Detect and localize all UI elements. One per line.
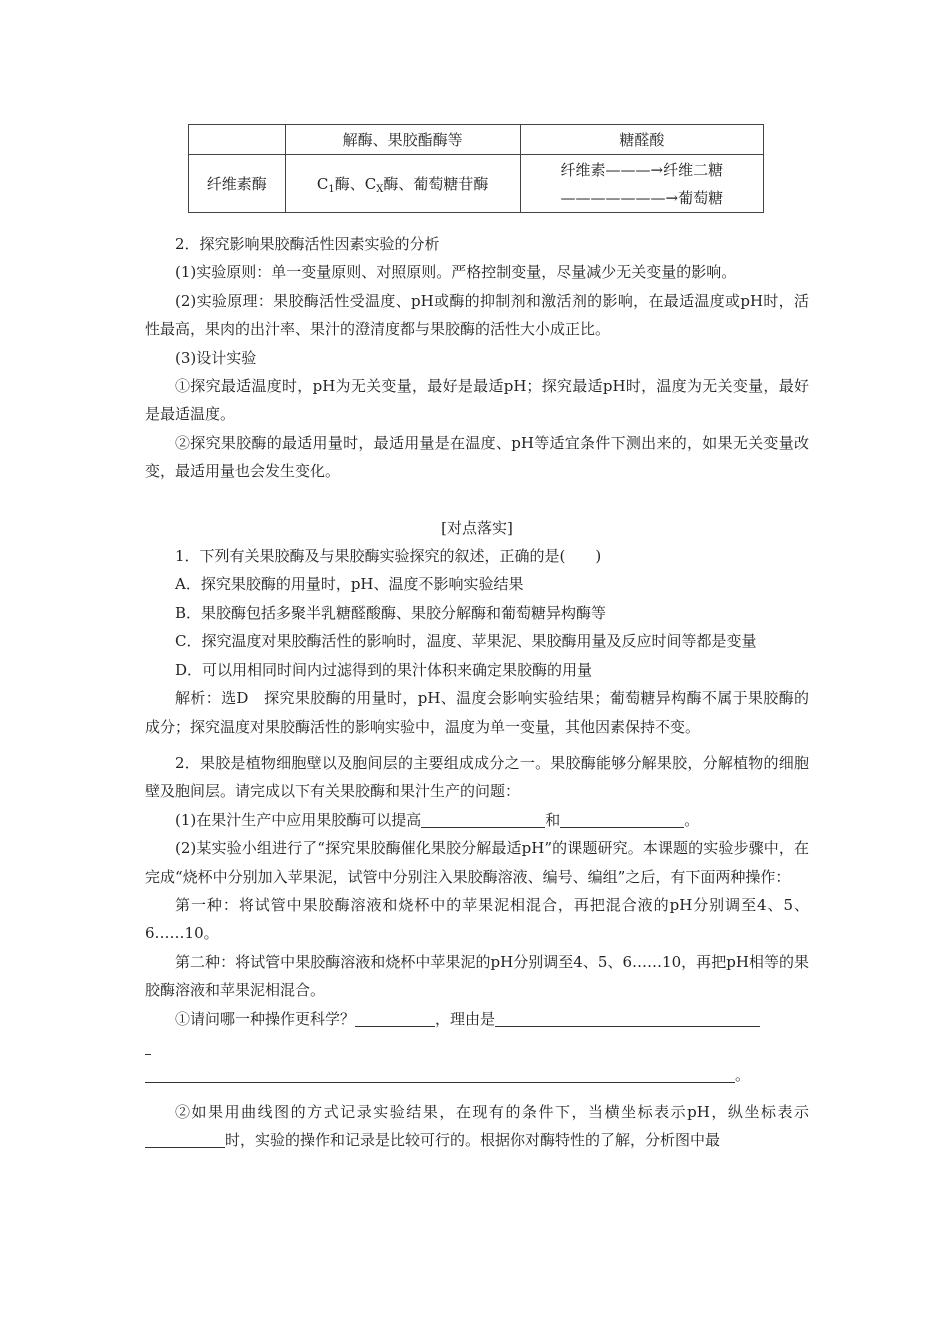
operation-2: 第二种：将试管中果胶酶溶液和烧杯中苹果泥的pH分别调至4、5、6……10，再把pH相等的果胶酶溶液和苹果泥相混合。: [145, 952, 809, 1000]
enzyme-table: [188, 124, 764, 213]
question-2-stem: 2．果胶是植物细胞壁以及胞间层的主要组成成分之一。果胶酶能够分解果胶，分解植物的细胞壁及胞间层。请完成以下有关果胶酶和果汁生产的问题：: [145, 753, 809, 801]
paragraph: ②探究果胶酶的最适用量时，最适用量是在温度、pH等适宜条件下测出来的，如果无关变量改变，最适用量也会发生变化。: [145, 433, 809, 481]
question-2-part-a: ①请问哪一种操作更科学？ ，理由是: [145, 1005, 809, 1033]
option-b: B．果胶酶包括多聚半乳糖醛酸酶、果胶分解酶和葡萄糖异构酶等: [175, 603, 607, 622]
table-cell: 纤维素酶: [189, 155, 286, 213]
question-2-sub2: (2)某实验小组进行了“探究果胶酶催化果胶分解最适pH”的课题研究。本课题的实验步骤中，在完成“烧杯中分别加入苹果泥，试管中分别注入果胶酶溶液、编号、编组”之后，有下面两种操作：: [145, 839, 809, 886]
option-d: D．可以用相同时间内过滤得到的果汁体积来确定果胶酶的用量: [175, 660, 593, 679]
option-c: C．探究温度对果胶酶活性的影响时，温度、苹果泥、果胶酶用量及反应时间等都是变量: [175, 632, 757, 651]
pathway-line-2: ———————→葡萄糖: [560, 188, 724, 207]
paragraph: (1)实验原则：单一变量原则、对照原则。严格控制变量，尽量减少无关变量的影响。: [175, 263, 737, 282]
answer-blank[interactable]: [495, 1009, 760, 1027]
table-row: [189, 125, 764, 155]
paragraph: (2)实验原理：果胶酶活性受温度、pH或酶的抑制剂和激活剂的影响，在最适温度或pH时，活性最高，果肉的出汁率、果汁的澄清度都与果胶酶的活性大小成正比。: [145, 291, 809, 339]
table-cell: 解酶、果胶酯酶等: [285, 125, 520, 155]
answer-blank[interactable]: [355, 1009, 435, 1027]
body-text: [145, 230, 809, 1155]
answer-blank[interactable]: [145, 1037, 151, 1055]
operation-1: 第一种：将试管中果胶酶溶液和烧杯中的苹果泥相混合，再把混合液的pH分别调至4、5、6……10。: [145, 895, 809, 943]
answer-blank[interactable]: [421, 810, 545, 828]
question-2-part-b: ②如果用曲线图的方式记录实验结果，在现有的条件下，当横坐标表示pH，纵坐标表示时，实验的操作和记录是比较可行的。根据你对酶特性的了解，分析图中最: [145, 1098, 809, 1155]
table-cell-pathway: [520, 155, 763, 213]
table-row: [189, 155, 764, 213]
answer-blank[interactable]: [560, 810, 684, 828]
answer-line: [145, 1033, 809, 1061]
pathway-line-1: 纤维素———→纤维二糖: [560, 160, 724, 179]
table-cell: [189, 125, 286, 155]
table-cell: 糖醛酸: [520, 125, 763, 155]
paragraph: (3)设计实验: [175, 348, 257, 367]
table-cell-enzymes: $C_1$酶、$C_X$酶、葡萄糖苷酶: [285, 155, 520, 213]
section-heading: 2．探究影响果胶酶活性因素实验的分析: [175, 235, 440, 253]
paragraph: ①探究最适温度时，pH为无关变量，最好是最适pH；探究最适pH时，温度为无关变量，最好是最适温度。: [145, 377, 809, 424]
option-a: A．探究果胶酶的用量时，pH、温度不影响实验结果: [175, 575, 524, 594]
answer-blank[interactable]: [145, 1065, 735, 1083]
practice-title: [对点落实]: [441, 518, 513, 537]
question-2-sub1: (1)在果汁生产中应用果胶酶可以提高 和 。: [175, 810, 700, 829]
question-1-stem: 1．下列有关果胶酶及与果胶酶实验探究的叙述，正确的是( ): [175, 547, 602, 566]
answer-line: 。: [145, 1061, 809, 1089]
analysis: 解析：选D 探究果胶酶的用量时，pH、温度会影响实验结果；葡萄糖异构酶不属于果胶酶的成分；探究温度对果胶酶活性的影响实验中，温度为单一变量，其他因素保持不变。: [145, 689, 809, 736]
answer-blank[interactable]: [145, 1130, 225, 1148]
